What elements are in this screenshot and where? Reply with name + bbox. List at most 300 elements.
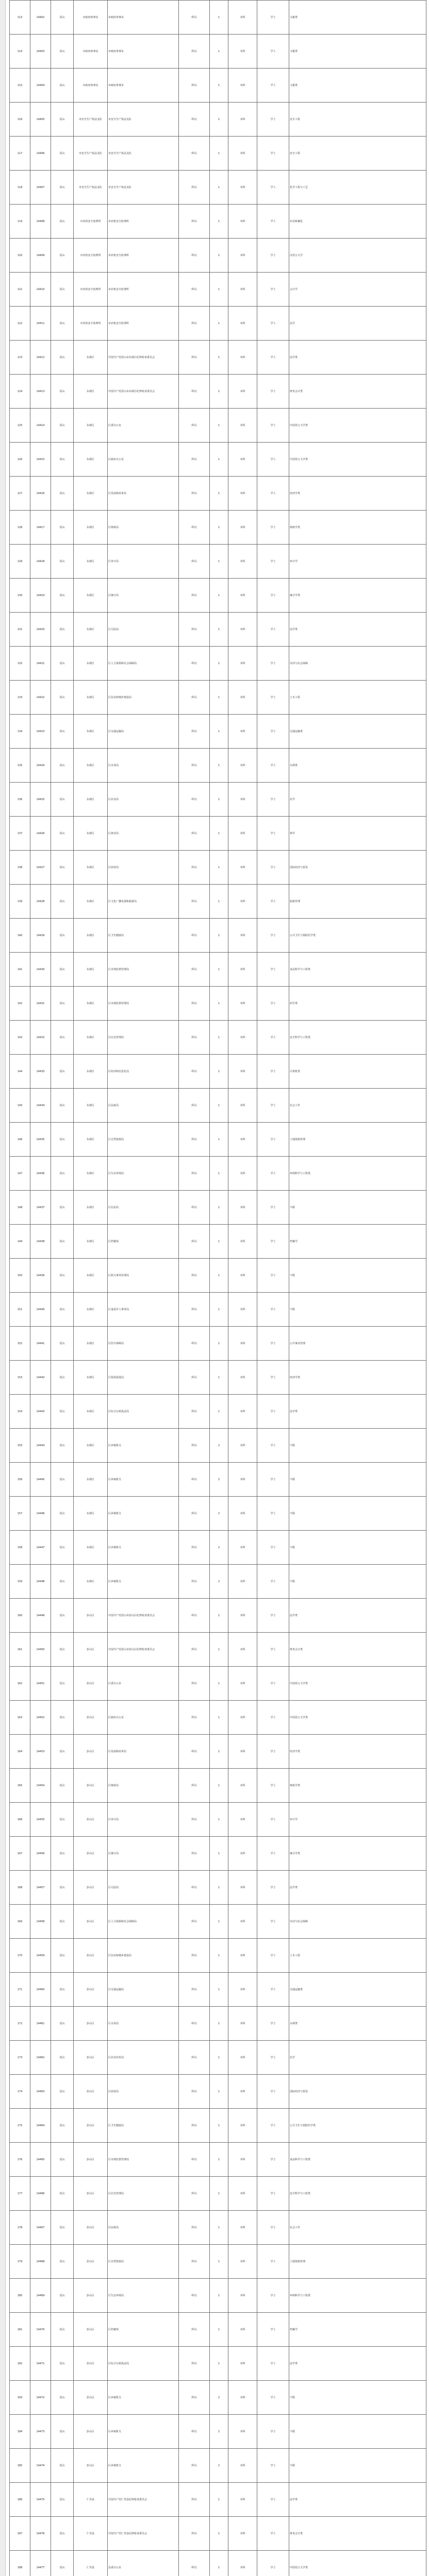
table-row (10, 715, 426, 749)
district-cell: 东坡区 (74, 1395, 108, 1429)
district-cell: 彭山区 (74, 2041, 108, 2075)
headcount-cell: 1 (210, 375, 228, 409)
district-cell: 东坡区 (74, 1089, 108, 1123)
agency-cell: 区政府办公室 (108, 443, 179, 477)
agency-cell: 市农机安全监理所 (108, 205, 179, 239)
row-number-cell: 133 (10, 681, 30, 715)
major-cell: 统计学类 (289, 1837, 426, 1871)
major-cell: 档案学 (289, 1225, 426, 1259)
agency-cell: 区水务局 (108, 2007, 179, 2041)
education-cell: 本科 (228, 1803, 257, 1837)
row-number-cell: 146 (10, 1123, 30, 1157)
district-cell: 彭山区 (74, 1735, 108, 1769)
position-title-cell: 科员 (179, 1157, 210, 1191)
major-cell: 不限 (289, 1497, 426, 1531)
agency-cell: 区市场监督管理局 (108, 2143, 179, 2177)
degree-cell: 学士 (257, 409, 289, 443)
row-number-cell: 118 (10, 171, 30, 205)
education-cell: 本科 (228, 69, 257, 103)
position-title-cell: 科员 (179, 749, 210, 783)
agency-cell: 区发展和改革局 (108, 1735, 179, 1769)
row-number-cell: 163 (10, 1701, 30, 1735)
education-cell: 本科 (228, 341, 257, 375)
major-cell: 法学类 (289, 1871, 426, 1905)
degree-cell: 学士 (257, 1089, 289, 1123)
agency-cell: 区市场监督管理局 (108, 953, 179, 987)
position-title-cell: 科员 (179, 1429, 210, 1463)
position-code-cell: 14427 (30, 851, 51, 885)
education-cell: 本科 (228, 1293, 257, 1327)
position-title-cell: 科员 (179, 1123, 210, 1157)
position-code-cell: 14463 (30, 2075, 51, 2109)
degree-cell: 学士 (257, 715, 289, 749)
position-title-cell: 科员 (179, 1, 210, 35)
row-number-cell: 160 (10, 1599, 30, 1633)
headcount-cell: 1 (210, 783, 228, 817)
education-cell: 本科 (228, 851, 257, 885)
row-number-cell: 142 (10, 987, 30, 1021)
degree-cell: 学士 (257, 2041, 289, 2075)
position-title-cell: 科员 (179, 851, 210, 885)
education-cell: 本科 (228, 1225, 257, 1259)
city-cell: 眉山 (51, 953, 74, 987)
city-cell: 眉山 (51, 783, 74, 817)
degree-cell: 学士 (257, 1259, 289, 1293)
position-code-cell: 14404 (30, 69, 51, 103)
row-number-cell: 119 (10, 205, 30, 239)
position-code-cell: 14438 (30, 1225, 51, 1259)
agency-cell: 区信访局 (108, 1191, 179, 1225)
row-number-cell: 126 (10, 443, 30, 477)
district-cell: 彭山区 (74, 1769, 108, 1803)
agency-cell: 市农机安全监理所 (108, 273, 179, 307)
row-number-cell: 162 (10, 1667, 30, 1701)
major-cell: 农学 (289, 2041, 426, 2075)
agency-cell: 区乡镇机关 (108, 1565, 179, 1599)
city-cell: 眉山 (51, 137, 74, 171)
district-cell: 东坡区 (74, 1123, 108, 1157)
row-number-cell: 143 (10, 1021, 30, 1055)
agency-cell: 区生态环境局 (108, 1157, 179, 1191)
position-title-cell: 科员 (179, 69, 210, 103)
agency-cell: 区应急管理局 (108, 1021, 179, 1055)
education-cell: 本科 (228, 273, 257, 307)
table-row (10, 1157, 426, 1191)
headcount-cell: 1 (210, 2211, 228, 2245)
major-cell: 计算机类 (289, 1055, 426, 1089)
headcount-cell: 1 (210, 477, 228, 511)
district-cell: 东坡区 (74, 443, 108, 477)
agency-cell: 市政府参事室 (108, 35, 179, 69)
position-code-cell: 14440 (30, 1293, 51, 1327)
position-code-cell: 14410 (30, 273, 51, 307)
headcount-cell: 1 (210, 885, 228, 919)
city-cell: 眉山 (51, 1599, 74, 1633)
city-cell: 眉山 (51, 817, 74, 851)
position-title-cell: 科员 (179, 2041, 210, 2075)
position-title-cell: 科员 (179, 2177, 210, 2211)
position-code-cell: 14474 (30, 2449, 51, 2483)
education-cell: 本科 (228, 647, 257, 681)
major-cell: 社会工作 (289, 1089, 426, 1123)
position-title-cell: 科员 (179, 2075, 210, 2109)
education-cell: 本科 (228, 545, 257, 579)
education-cell: 本科 (228, 2551, 257, 2576)
agency-cell: 中国共产党眉山市彭山区纪律检查委员会 (108, 1633, 179, 1667)
education-cell: 本科 (228, 919, 257, 953)
district-cell: 仁寿县 (74, 2483, 108, 2517)
city-cell: 眉山 (51, 579, 74, 613)
city-cell: 眉山 (51, 2245, 74, 2279)
agency-cell: 区机关事务管理局 (108, 1259, 179, 1293)
headcount-cell: 2 (210, 2381, 228, 2415)
position-code-cell: 14432 (30, 1021, 51, 1055)
major-cell: 水利类 (289, 2007, 426, 2041)
position-code-cell: 14431 (30, 987, 51, 1021)
table-row (10, 749, 426, 783)
education-cell: 本科 (228, 681, 257, 715)
degree-cell: 学士 (257, 1769, 289, 1803)
major-cell: 审计学 (289, 1803, 426, 1837)
district-cell: 市农机安全监理所 (74, 239, 108, 273)
city-cell: 眉山 (51, 1939, 74, 1973)
position-code-cell: 14456 (30, 1837, 51, 1871)
position-code-cell: 14451 (30, 1667, 51, 1701)
agency-cell: 县委办公室 (108, 2551, 179, 2576)
position-code-cell: 14464 (30, 2109, 51, 2143)
table-row (10, 35, 426, 69)
agency-cell: 区住房和城乡建设局 (108, 1939, 179, 1973)
education-cell: 本科 (228, 2313, 257, 2347)
degree-cell: 学士 (257, 1021, 289, 1055)
degree-cell: 学士 (257, 443, 289, 477)
major-cell: 中国语言文学类 (289, 1701, 426, 1735)
headcount-cell: 1 (210, 2279, 228, 2313)
degree-cell: 学士 (257, 1701, 289, 1735)
position-code-cell: 14434 (30, 1089, 51, 1123)
education-cell: 本科 (228, 2279, 257, 2313)
agency-cell: 市农机安全监理所 (108, 239, 179, 273)
agency-cell: 区农业局 (108, 783, 179, 817)
position-code-cell: 14413 (30, 375, 51, 409)
major-cell: 劳动与社会保障 (289, 647, 426, 681)
district-cell: 东坡区 (74, 579, 108, 613)
degree-cell: 学士 (257, 1293, 289, 1327)
district-cell: 东坡区 (74, 375, 108, 409)
position-title-cell: 科员 (179, 2517, 210, 2551)
position-code-cell: 14424 (30, 749, 51, 783)
row-number-cell: 125 (10, 409, 30, 443)
position-title-cell: 科员 (179, 2313, 210, 2347)
degree-cell: 学士 (257, 2177, 289, 2211)
degree-cell: 学士 (257, 1973, 289, 2007)
district-cell: 彭山区 (74, 2415, 108, 2449)
degree-cell: 学士 (257, 1055, 289, 1089)
row-number-cell: 151 (10, 1293, 30, 1327)
headcount-cell: 2 (210, 1531, 228, 1565)
headcount-cell: 1 (210, 1803, 228, 1837)
degree-cell: 学士 (257, 1599, 289, 1633)
row-number-cell: 144 (10, 1055, 30, 1089)
agency-cell: 区水务局 (108, 749, 179, 783)
row-number-cell: 170 (10, 1939, 30, 1973)
table-row (10, 1395, 426, 1429)
position-code-cell: 14450 (30, 1633, 51, 1667)
headcount-cell: 1 (210, 2245, 228, 2279)
major-cell: 不限 (289, 1429, 426, 1463)
degree-cell: 学士 (257, 2517, 289, 2551)
city-cell: 眉山 (51, 681, 74, 715)
degree-cell: 学士 (257, 1463, 289, 1497)
education-cell: 本科 (228, 2109, 257, 2143)
education-cell: 本科 (228, 2211, 257, 2245)
position-title-cell: 科员 (179, 2109, 210, 2143)
city-cell: 眉山 (51, 443, 74, 477)
degree-cell: 学士 (257, 205, 289, 239)
table-row (10, 1191, 426, 1225)
education-cell: 本科 (228, 987, 257, 1021)
city-cell: 眉山 (51, 103, 74, 137)
headcount-cell: 1 (210, 511, 228, 545)
headcount-cell: 1 (210, 817, 228, 851)
city-cell: 眉山 (51, 1633, 74, 1667)
table-row (10, 817, 426, 851)
row-number-cell: 141 (10, 953, 30, 987)
major-cell: 不限 (289, 1463, 426, 1497)
position-code-cell: 14439 (30, 1259, 51, 1293)
table-row (10, 613, 426, 647)
position-code-cell: 14469 (30, 2279, 51, 2313)
agency-cell: 区生态环境局 (108, 2279, 179, 2313)
major-cell: 交通运输类 (289, 715, 426, 749)
table-row (10, 885, 426, 919)
district-cell: 彭山区 (74, 2211, 108, 2245)
table-row (10, 1055, 426, 1089)
district-cell: 彭山区 (74, 2313, 108, 2347)
agency-cell: 区政府办公室 (108, 1701, 179, 1735)
headcount-cell: 1 (210, 2075, 228, 2109)
position-title-cell: 科员 (179, 1905, 210, 1939)
major-cell: 法学 (289, 307, 426, 341)
degree-cell: 学士 (257, 1429, 289, 1463)
position-title-cell: 科员 (179, 2415, 210, 2449)
agency-cell: 区档案馆 (108, 1225, 179, 1259)
major-cell: 安全科学与工程类 (289, 2177, 426, 2211)
position-code-cell: 14408 (30, 205, 51, 239)
position-title-cell: 科员 (179, 919, 210, 953)
left-scroll-rail (0, 0, 6, 2576)
degree-cell: 学士 (257, 987, 289, 1021)
position-code-cell: 14465 (30, 2143, 51, 2177)
position-code-cell: 14426 (30, 817, 51, 851)
position-title-cell: 科员 (179, 1701, 210, 1735)
headcount-cell: 1 (210, 1667, 228, 1701)
education-cell: 本科 (228, 2041, 257, 2075)
position-title-cell: 科员 (179, 817, 210, 851)
headcount-cell: 1 (210, 409, 228, 443)
major-cell: 汉语言文学 (289, 239, 426, 273)
headcount-cell: 1 (210, 1055, 228, 1089)
city-cell: 眉山 (51, 1293, 74, 1327)
position-title-cell: 科员 (179, 273, 210, 307)
agency-cell: 区乡镇机关 (108, 2415, 179, 2449)
row-number-cell: 180 (10, 2279, 30, 2313)
education-cell: 本科 (228, 409, 257, 443)
table-row (10, 1, 426, 35)
district-cell: 彭山区 (74, 2347, 108, 2381)
major-cell: 劳动与社会保障 (289, 1905, 426, 1939)
degree-cell: 学士 (257, 851, 289, 885)
city-cell: 眉山 (51, 613, 74, 647)
education-cell: 本科 (228, 1735, 257, 1769)
agency-cell: 区交通运输局 (108, 1973, 179, 2007)
agency-cell: 市安全生产执法支队 (108, 103, 179, 137)
agency-cell: 区人力资源和社会保障局 (108, 1905, 179, 1939)
city-cell: 眉山 (51, 2177, 74, 2211)
headcount-cell: 1 (210, 1599, 228, 1633)
headcount-cell: 1 (210, 1939, 228, 1973)
headcount-cell: 1 (210, 715, 228, 749)
degree-cell: 学士 (257, 2007, 289, 2041)
degree-cell: 学士 (257, 2347, 289, 2381)
major-cell: 土地资源管理 (289, 1123, 426, 1157)
table-row (10, 2483, 426, 2517)
agency-cell: 区自然资源局 (108, 1123, 179, 1157)
agency-cell: 区交通运输局 (108, 715, 179, 749)
degree-cell: 学士 (257, 2381, 289, 2415)
major-cell: 档案学 (289, 2313, 426, 2347)
district-cell: 东坡区 (74, 341, 108, 375)
city-cell: 眉山 (51, 1871, 74, 1905)
position-title-cell: 科员 (179, 2551, 210, 2576)
degree-cell: 学士 (257, 103, 289, 137)
degree-cell: 学士 (257, 2415, 289, 2449)
district-cell: 东坡区 (74, 1293, 108, 1327)
position-code-cell: 14406 (30, 137, 51, 171)
table-row (10, 953, 426, 987)
headcount-cell: 2 (210, 1429, 228, 1463)
position-title-cell: 科员 (179, 1531, 210, 1565)
degree-cell: 学士 (257, 1837, 289, 1871)
major-cell: 财务会计类 (289, 2517, 426, 2551)
city-cell: 眉山 (51, 2517, 74, 2551)
major-cell: 农学 (289, 783, 426, 817)
education-cell: 本科 (228, 715, 257, 749)
major-cell: 不限 (289, 2449, 426, 2483)
row-number-cell: 113 (10, 1, 30, 35)
position-title-cell: 科员 (179, 953, 210, 987)
position-title-cell: 科员 (179, 1327, 210, 1361)
district-cell: 彭山区 (74, 2279, 108, 2313)
agency-cell: 市农机安全监理所 (108, 307, 179, 341)
headcount-cell: 1 (210, 2517, 228, 2551)
major-cell: 旅游管理 (289, 885, 426, 919)
degree-cell: 学士 (257, 1871, 289, 1905)
degree-cell: 学士 (257, 1735, 289, 1769)
table-row (10, 851, 426, 885)
education-cell: 本科 (228, 2381, 257, 2415)
agency-cell: 区林业局 (108, 817, 179, 851)
table-row (10, 1973, 426, 2007)
position-code-cell: 14429 (30, 919, 51, 953)
position-code-cell: 14435 (30, 1123, 51, 1157)
position-title-cell: 科员 (179, 1769, 210, 1803)
major-cell: 法学类 (289, 2483, 426, 2517)
district-cell: 彭山区 (74, 1871, 108, 1905)
position-title-cell: 科员 (179, 715, 210, 749)
agency-cell: 中国共产党眉山市东坡区纪律检查委员会 (108, 375, 179, 409)
headcount-cell: 1 (210, 2483, 228, 2517)
agency-cell: 区财政局 (108, 511, 179, 545)
city-cell: 眉山 (51, 273, 74, 307)
agency-cell: 区人力资源和社会保障局 (108, 647, 179, 681)
agency-cell: 区民政局 (108, 1089, 179, 1123)
major-cell: 土木工程 (289, 681, 426, 715)
row-number-cell: 124 (10, 375, 30, 409)
row-number-cell: 166 (10, 1803, 30, 1837)
agency-cell: 区经济和信息化局 (108, 1055, 179, 1089)
position-code-cell: 14418 (30, 545, 51, 579)
district-cell: 东坡区 (74, 1327, 108, 1361)
degree-cell: 学士 (257, 545, 289, 579)
position-title-cell: 科员 (179, 1871, 210, 1905)
education-cell: 本科 (228, 1633, 257, 1667)
city-cell: 眉山 (51, 307, 74, 341)
district-cell: 彭山区 (74, 1701, 108, 1735)
city-cell: 眉山 (51, 205, 74, 239)
agency-cell: 区司法局 (108, 1871, 179, 1905)
district-cell: 东坡区 (74, 1565, 108, 1599)
position-title-cell: 科员 (179, 987, 210, 1021)
agency-cell: 区投资促进局 (108, 1361, 179, 1395)
position-title-cell: 科员 (179, 783, 210, 817)
major-cell: 文秘类 (289, 1, 426, 35)
agency-cell: 区农业农村局 (108, 2041, 179, 2075)
city-cell: 眉山 (51, 1055, 74, 1089)
table-row (10, 2109, 426, 2143)
district-cell: 东坡区 (74, 1361, 108, 1395)
row-number-cell: 121 (10, 273, 30, 307)
agency-cell: 区审计局 (108, 1803, 179, 1837)
district-cell: 东坡区 (74, 545, 108, 579)
headcount-cell: 1 (210, 953, 228, 987)
headcount-cell: 1 (210, 2177, 228, 2211)
district-cell: 彭山区 (74, 1939, 108, 1973)
city-cell: 眉山 (51, 1565, 74, 1599)
position-code-cell: 14452 (30, 1701, 51, 1735)
position-code-cell: 14453 (30, 1735, 51, 1769)
degree-cell: 学士 (257, 1, 289, 35)
major-cell: 化学工程与工艺 (289, 171, 426, 205)
position-code-cell: 14433 (30, 1055, 51, 1089)
row-number-cell: 136 (10, 783, 30, 817)
row-number-cell: 115 (10, 69, 30, 103)
headcount-cell: 1 (210, 239, 228, 273)
position-code-cell: 14444 (30, 1429, 51, 1463)
city-cell: 眉山 (51, 409, 74, 443)
degree-cell: 学士 (257, 2109, 289, 2143)
row-number-cell: 161 (10, 1633, 30, 1667)
district-cell: 市安全生产执法支队 (74, 171, 108, 205)
degree-cell: 学士 (257, 2313, 289, 2347)
agency-cell: 区商务局 (108, 2075, 179, 2109)
table-row (10, 69, 426, 103)
headcount-cell: 1 (210, 1157, 228, 1191)
education-cell: 本科 (228, 1395, 257, 1429)
major-cell: 会计学 (289, 273, 426, 307)
city-cell: 眉山 (51, 1803, 74, 1837)
row-number-cell: 185 (10, 2449, 30, 2483)
